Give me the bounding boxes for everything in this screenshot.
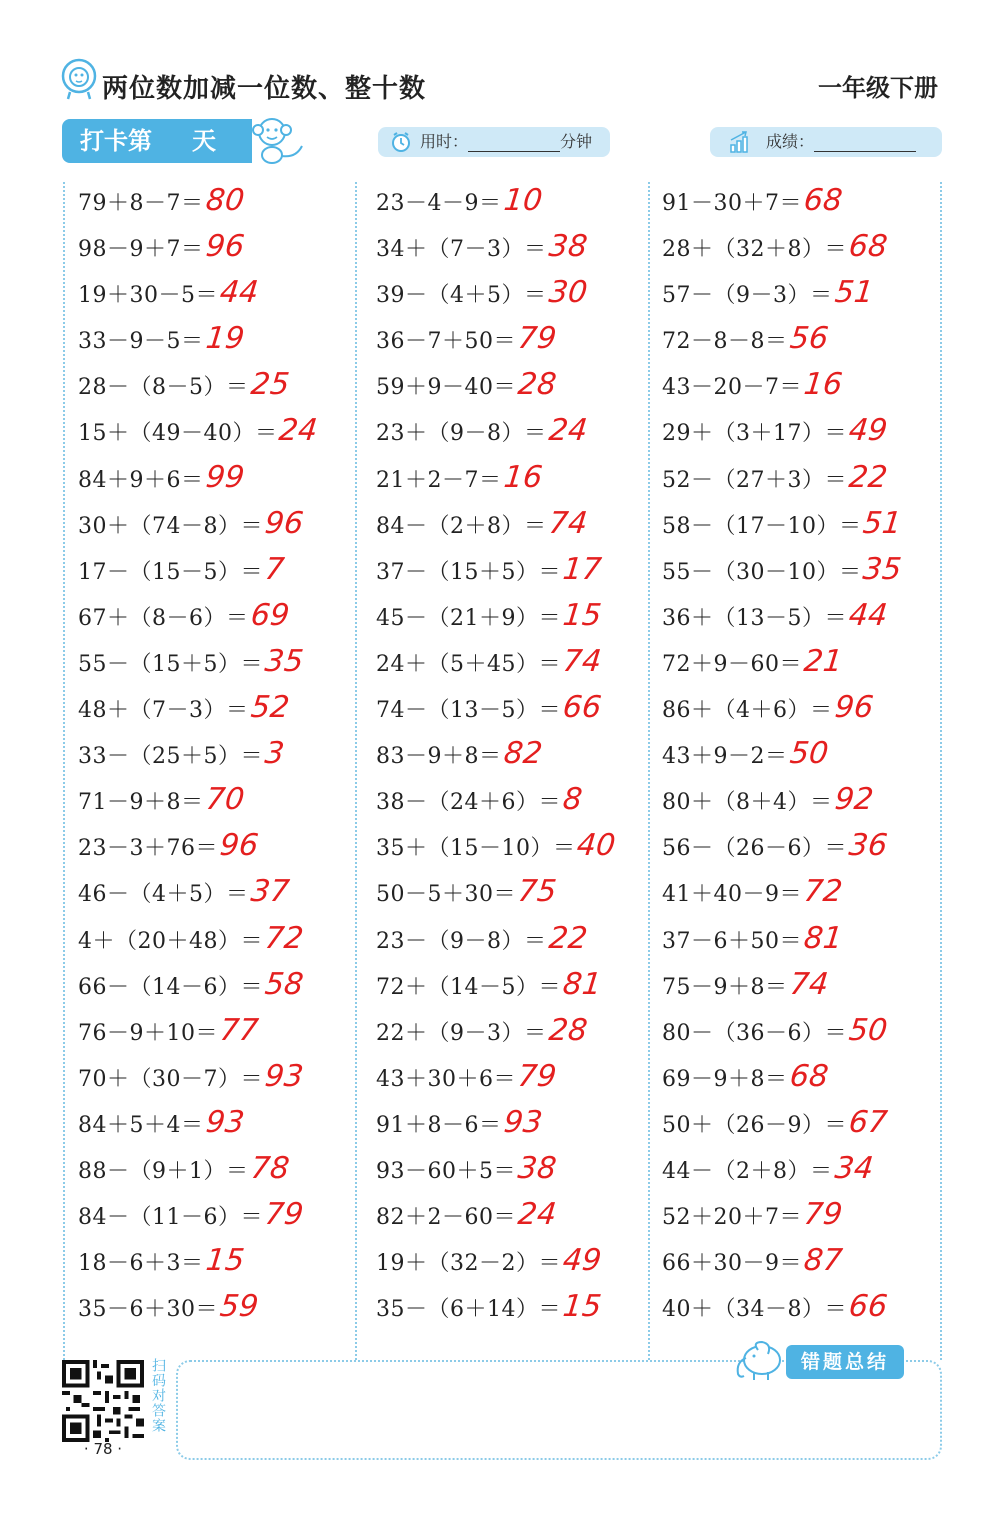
handwritten-answer[interactable]: 22 — [847, 459, 890, 495]
handwritten-answer[interactable]: 78 — [248, 1150, 291, 1186]
handwritten-answer[interactable]: 92 — [832, 782, 875, 818]
problem-expression: 83－9＋8＝ — [376, 744, 502, 770]
problem-row — [662, 408, 902, 454]
problem-expression: 15＋（49－40）＝ — [78, 421, 278, 447]
problem-expression: 29＋（3＋17）＝ — [662, 421, 847, 447]
handwritten-answer[interactable]: 75 — [516, 874, 559, 910]
problem-row — [376, 1146, 616, 1192]
problem-expression: 71－9＋8＝ — [78, 790, 204, 816]
problem-row — [78, 408, 318, 454]
problem-expression: 86＋（4＋6）＝ — [662, 698, 833, 724]
problem-row — [662, 685, 902, 731]
problem-row — [662, 362, 902, 408]
handwritten-answer[interactable]: 34 — [832, 1150, 875, 1186]
problem-row — [78, 685, 318, 731]
handwritten-answer[interactable]: 56 — [787, 321, 830, 357]
problem-row — [78, 547, 318, 593]
problem-column-1 — [78, 178, 318, 1330]
problem-expression: 80－（36－6）＝ — [662, 1020, 847, 1046]
handwritten-answer[interactable]: 40 — [575, 828, 618, 864]
problem-row — [376, 270, 616, 316]
checkin-label-post: 天 — [192, 127, 216, 155]
handwritten-answer[interactable]: 52 — [248, 690, 291, 726]
problem-expression: 98－9＋7＝ — [78, 237, 204, 263]
problem-row — [662, 1192, 902, 1238]
problem-expression: 35－6＋30＝ — [78, 1297, 218, 1323]
problem-row — [662, 178, 902, 224]
handwritten-answer[interactable]: 99 — [203, 459, 246, 495]
score-field — [710, 127, 942, 157]
problem-expression: 46－（4＋5）＝ — [78, 882, 249, 908]
problem-expression: 84－（2＋8）＝ — [376, 513, 547, 539]
handwritten-answer[interactable]: 68 — [802, 183, 845, 218]
problem-row — [662, 916, 902, 962]
problem-row — [662, 1100, 902, 1146]
problem-row — [78, 1238, 318, 1284]
handwritten-answer[interactable]: 74 — [787, 966, 830, 1002]
handwritten-answer[interactable]: 44 — [847, 597, 890, 633]
problem-expression: 43－20－7＝ — [662, 375, 802, 401]
handwritten-answer[interactable]: 38 — [516, 1150, 559, 1186]
page-title: 两位数加减一位数、整十数 — [102, 74, 427, 104]
handwritten-answer[interactable]: 74 — [561, 643, 604, 679]
handwritten-answer[interactable]: 51 — [861, 505, 904, 541]
handwritten-answer[interactable]: 77 — [218, 1012, 261, 1048]
handwritten-answer[interactable]: 36 — [847, 828, 890, 864]
problem-row — [376, 547, 616, 593]
handwritten-answer[interactable]: 59 — [218, 1289, 261, 1325]
problem-expression: 82＋2－60＝ — [376, 1205, 516, 1231]
problem-expression: 57－（9－3）＝ — [662, 283, 833, 309]
problem-row — [376, 1100, 616, 1146]
handwritten-answer[interactable]: 93 — [203, 1104, 246, 1140]
handwritten-answer[interactable]: 7 — [263, 551, 286, 587]
problem-expression: 93－60＋5＝ — [376, 1158, 516, 1184]
clock-icon — [390, 131, 412, 153]
handwritten-answer[interactable]: 82 — [501, 736, 544, 772]
problem-row — [78, 178, 318, 224]
problem-row — [78, 777, 318, 823]
problem-expression: 23－（9－8）＝ — [376, 928, 547, 954]
problem-row — [376, 178, 616, 224]
problem-row — [662, 593, 902, 639]
problem-row — [78, 1054, 318, 1100]
problem-expression: 41＋40－9＝ — [662, 882, 802, 908]
problem-expression: 24＋（5＋45）＝ — [376, 651, 561, 677]
problem-expression: 58－（17－10）＝ — [662, 513, 862, 539]
column-divider — [63, 182, 65, 1360]
problem-expression: 50＋（26－9）＝ — [662, 1112, 847, 1138]
problem-row — [376, 501, 616, 547]
problem-expression: 18－6＋3＝ — [78, 1251, 204, 1277]
handwritten-answer[interactable]: 72 — [263, 920, 306, 956]
handwritten-answer[interactable]: 17 — [561, 551, 604, 587]
handwritten-answer[interactable]: 50 — [847, 1012, 890, 1048]
handwritten-answer[interactable]: 74 — [546, 505, 589, 541]
handwritten-answer[interactable]: 70 — [203, 782, 246, 818]
problem-expression: 39－（4＋5）＝ — [376, 283, 547, 309]
handwritten-answer[interactable]: 66 — [847, 1289, 890, 1325]
handwritten-answer[interactable]: 49 — [847, 413, 890, 449]
problem-expression: 52－（27＋3）＝ — [662, 467, 847, 493]
problem-expression: 30＋（74－8）＝ — [78, 513, 263, 539]
problem-row — [376, 1284, 616, 1330]
elephant-icon — [732, 1338, 790, 1384]
problem-row — [662, 316, 902, 362]
problem-expression: 17－（15－5）＝ — [78, 559, 263, 585]
handwritten-answer[interactable]: 8 — [561, 782, 584, 818]
problem-expression: 91＋8－6＝ — [376, 1112, 502, 1138]
handwritten-answer[interactable]: 24 — [546, 413, 589, 449]
problem-row — [376, 916, 616, 962]
problem-expression: 76－9＋10＝ — [78, 1020, 218, 1046]
problem-row — [662, 547, 902, 593]
problem-row — [376, 869, 616, 915]
problem-expression: 69－9＋8＝ — [662, 1066, 788, 1092]
problem-row — [78, 362, 318, 408]
problem-row — [376, 362, 616, 408]
problem-expression: 19＋30－5＝ — [78, 283, 218, 309]
problem-row — [78, 639, 318, 685]
handwritten-answer[interactable]: 28 — [516, 367, 559, 403]
problem-row — [376, 1054, 616, 1100]
problem-row — [662, 1008, 902, 1054]
problem-expression: 35－（6＋14）＝ — [376, 1297, 561, 1323]
problem-expression: 50－5＋30＝ — [376, 882, 516, 908]
handwritten-answer[interactable]: 79 — [516, 321, 559, 357]
problem-expression: 84＋9＋6＝ — [78, 467, 204, 493]
qr-code-icon[interactable] — [62, 1360, 144, 1442]
problem-row — [78, 823, 318, 869]
problem-row — [662, 501, 902, 547]
problem-expression: 33－9－5＝ — [78, 329, 204, 355]
handwritten-answer[interactable]: 22 — [546, 920, 589, 956]
handwritten-answer[interactable]: 66 — [561, 690, 604, 726]
problem-expression: 74－（13－5）＝ — [376, 698, 561, 724]
problem-expression: 55－（15＋5）＝ — [78, 651, 263, 677]
problem-expression: 80＋（8＋4）＝ — [662, 790, 833, 816]
problem-row — [662, 962, 902, 1008]
handwritten-answer[interactable]: 69 — [248, 597, 291, 633]
problem-expression: 36－7＋50＝ — [376, 329, 516, 355]
handwritten-answer[interactable]: 96 — [203, 229, 246, 265]
problem-row — [78, 593, 318, 639]
handwritten-answer[interactable]: 35 — [263, 643, 306, 679]
problem-expression: 79＋8－7＝ — [78, 191, 204, 216]
problem-expression: 4＋（20＋48）＝ — [78, 928, 263, 954]
problem-row — [662, 1054, 902, 1100]
problem-expression: 43＋9－2＝ — [662, 744, 788, 770]
problem-row — [78, 1146, 318, 1192]
column-divider — [940, 182, 942, 1360]
handwritten-answer[interactable]: 28 — [546, 1012, 589, 1048]
problem-expression: 23－3＋76＝ — [78, 836, 218, 862]
problem-expression: 37－（15＋5）＝ — [376, 559, 561, 585]
problem-expression: 55－（30－10）＝ — [662, 559, 862, 585]
handwritten-answer[interactable]: 93 — [501, 1104, 544, 1140]
problem-row — [662, 823, 902, 869]
handwritten-answer[interactable]: 72 — [802, 874, 845, 910]
problem-expression: 45－（21＋9）＝ — [376, 605, 561, 631]
handwritten-answer[interactable]: 49 — [561, 1243, 604, 1279]
score-label: 成绩： — [766, 132, 815, 151]
page-number: · 78 · — [83, 1440, 123, 1458]
problem-row — [376, 1238, 616, 1284]
handwritten-answer[interactable]: 58 — [263, 966, 306, 1002]
problem-row — [376, 962, 616, 1008]
handwritten-answer[interactable]: 16 — [802, 367, 845, 403]
problem-expression: 66＋30－9＝ — [662, 1251, 802, 1277]
handwritten-answer[interactable]: 79 — [802, 1197, 845, 1233]
problem-expression: 38－（24＋6）＝ — [376, 790, 561, 816]
problem-expression: 35＋（15－10）＝ — [376, 836, 576, 862]
scan-hint: 扫码对答案 — [150, 1358, 166, 1433]
problem-row — [376, 823, 616, 869]
handwritten-answer[interactable]: 10 — [501, 183, 544, 218]
score-blank[interactable] — [814, 133, 916, 152]
handwritten-answer[interactable]: 79 — [516, 1058, 559, 1094]
problem-expression: 28＋（32＋8）＝ — [662, 237, 847, 263]
problem-expression: 37－6＋50＝ — [662, 928, 802, 954]
problem-column-3 — [662, 178, 902, 1330]
time-field — [378, 127, 610, 157]
problem-expression: 67＋（8－6）＝ — [78, 605, 249, 631]
handwritten-answer[interactable]: 51 — [832, 275, 875, 311]
problem-row — [662, 731, 902, 777]
problem-expression: 56－（26－6）＝ — [662, 836, 847, 862]
handwritten-answer[interactable]: 15 — [203, 1243, 246, 1279]
time-label: 用时： — [420, 132, 469, 151]
handwritten-answer[interactable]: 96 — [832, 690, 875, 726]
problem-row — [376, 731, 616, 777]
problem-row — [376, 455, 616, 501]
problem-row — [376, 593, 616, 639]
problem-expression: 72＋9－60＝ — [662, 651, 802, 677]
problem-row — [78, 869, 318, 915]
problem-row — [78, 455, 318, 501]
problem-row — [662, 1284, 902, 1330]
problem-expression: 34＋（7－3）＝ — [376, 237, 547, 263]
problem-expression: 36＋（13－5）＝ — [662, 605, 847, 631]
problem-row — [662, 1146, 902, 1192]
handwritten-answer[interactable]: 50 — [787, 736, 830, 772]
problem-row — [662, 455, 902, 501]
problem-row — [78, 731, 318, 777]
handwritten-answer[interactable]: 38 — [546, 229, 589, 265]
problem-expression: 59＋9－40＝ — [376, 375, 516, 401]
handwritten-answer[interactable]: 67 — [847, 1104, 890, 1140]
checkin-banner — [62, 119, 252, 163]
problem-expression: 84－（11－6）＝ — [78, 1205, 263, 1231]
problem-row — [662, 639, 902, 685]
problem-row — [376, 224, 616, 270]
time-unit: 分钟 — [560, 132, 593, 151]
handwritten-answer[interactable]: 19 — [203, 321, 246, 357]
problem-expression: 21＋2－7＝ — [376, 467, 502, 493]
problem-expression: 48＋（7－3）＝ — [78, 698, 249, 724]
handwritten-answer[interactable]: 93 — [263, 1058, 306, 1094]
handwritten-answer[interactable]: 37 — [248, 874, 291, 910]
problem-row — [376, 639, 616, 685]
problem-expression: 84＋5＋4＝ — [78, 1112, 204, 1138]
problem-row — [662, 270, 902, 316]
problem-row — [78, 916, 318, 962]
problem-expression: 72－8－8＝ — [662, 329, 788, 355]
handwritten-answer[interactable]: 44 — [218, 275, 261, 311]
problem-expression: 52＋20＋7＝ — [662, 1205, 802, 1231]
time-blank[interactable] — [468, 133, 560, 152]
lion-icon — [60, 58, 98, 100]
problem-row — [376, 777, 616, 823]
handwritten-answer[interactable]: 24 — [516, 1197, 559, 1233]
problem-expression: 40＋（34－8）＝ — [662, 1297, 847, 1323]
handwritten-answer[interactable]: 16 — [501, 459, 544, 495]
problem-expression: 23－4－9＝ — [376, 191, 502, 216]
handwritten-answer[interactable]: 81 — [802, 920, 845, 956]
problem-expression: 70＋（30－7）＝ — [78, 1066, 263, 1092]
problem-row — [78, 316, 318, 362]
problem-row — [78, 1284, 318, 1330]
handwritten-answer[interactable]: 79 — [263, 1197, 306, 1233]
problem-expression: 28－（8－5）＝ — [78, 375, 249, 401]
problem-expression: 72＋（14－5）＝ — [376, 974, 561, 1000]
handwritten-answer[interactable]: 96 — [263, 505, 306, 541]
handwritten-answer[interactable]: 30 — [546, 275, 589, 311]
handwritten-answer[interactable]: 87 — [802, 1243, 845, 1279]
problem-row — [376, 1008, 616, 1054]
problem-expression: 88－（9＋1）＝ — [78, 1158, 249, 1184]
handwritten-answer[interactable]: 15 — [561, 1289, 604, 1325]
problem-row — [78, 1008, 318, 1054]
problem-row — [376, 408, 616, 454]
problem-expression: 44－（2＋8）＝ — [662, 1158, 833, 1184]
problem-row — [78, 1100, 318, 1146]
problem-expression: 19＋（32－2）＝ — [376, 1251, 561, 1277]
problem-row — [662, 777, 902, 823]
problem-expression: 22＋（9－3）＝ — [376, 1020, 547, 1046]
problem-row — [376, 685, 616, 731]
handwritten-answer[interactable]: 3 — [263, 736, 286, 772]
handwritten-answer[interactable]: 35 — [861, 551, 904, 587]
problem-column-2 — [376, 178, 616, 1330]
problem-expression: 91－30＋7＝ — [662, 191, 802, 216]
problem-row — [78, 270, 318, 316]
handwritten-answer[interactable]: 24 — [277, 413, 320, 449]
problem-expression: 43＋30＋6＝ — [376, 1066, 516, 1092]
handwritten-answer[interactable]: 68 — [847, 229, 890, 265]
problem-row — [78, 224, 318, 270]
checkin-label-pre: 打卡第 — [80, 127, 152, 155]
handwritten-answer[interactable]: 80 — [203, 183, 246, 218]
problem-row — [78, 501, 318, 547]
problem-expression: 23＋（9－8）＝ — [376, 421, 547, 447]
grade-label: 一年级下册 — [818, 74, 938, 102]
problem-row — [78, 1192, 318, 1238]
problem-row — [78, 962, 318, 1008]
column-divider — [355, 182, 357, 1360]
handwritten-answer[interactable]: 96 — [218, 828, 261, 864]
problem-row — [376, 1192, 616, 1238]
problem-expression: 66－（14－6）＝ — [78, 974, 263, 1000]
column-divider — [648, 182, 650, 1360]
handwritten-answer[interactable]: 81 — [561, 966, 604, 1002]
problem-expression: 33－（25＋5）＝ — [78, 744, 263, 770]
handwritten-answer[interactable]: 25 — [248, 367, 291, 403]
handwritten-answer[interactable]: 21 — [802, 643, 845, 679]
handwritten-answer[interactable]: 68 — [787, 1058, 830, 1094]
problem-expression: 75－9＋8＝ — [662, 974, 788, 1000]
handwritten-answer[interactable]: 15 — [561, 597, 604, 633]
mistake-summary-label: 错题总结 — [786, 1345, 904, 1379]
problem-row — [662, 224, 902, 270]
problem-row — [662, 869, 902, 915]
monkey-icon — [244, 112, 310, 166]
problem-row — [376, 316, 616, 362]
problem-row — [662, 1238, 902, 1284]
bar-chart-icon — [728, 130, 754, 154]
